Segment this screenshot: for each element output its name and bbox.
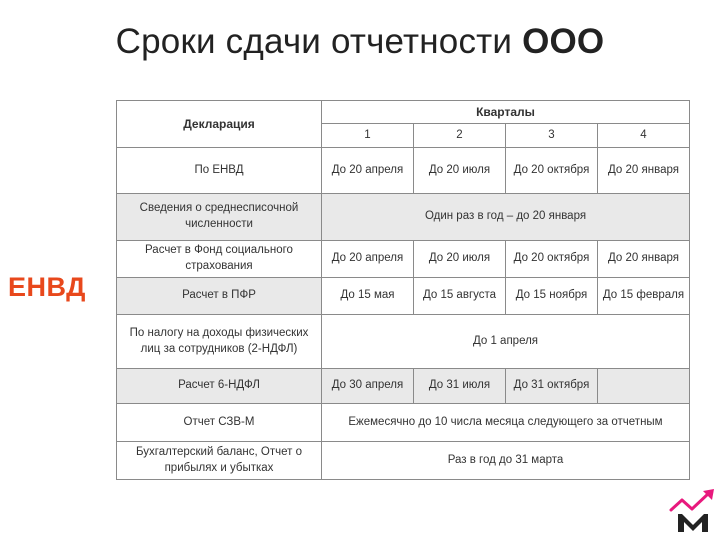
quarter-2-header: 2 xyxy=(414,124,506,148)
header-quarters: Кварталы xyxy=(322,101,690,124)
deadline-cell: До 20 июля xyxy=(414,148,506,194)
reporting-deadlines-table xyxy=(116,100,690,480)
header-declaration: Декларация xyxy=(117,101,322,148)
title-main: Сроки сдачи отчетности xyxy=(115,22,513,61)
envd-side-label: ЕНВД xyxy=(8,272,86,302)
deadline-cell xyxy=(598,369,690,404)
deadline-cell: До 20 января xyxy=(598,148,690,194)
row-label: Бухгалтерский баланс, Отчет о прибылях и убытках xyxy=(117,442,322,480)
growth-arrow-m-logo-icon xyxy=(668,488,718,534)
quarter-1-header: 1 xyxy=(322,124,414,148)
row-label: Сведения о среднесписочной численности xyxy=(117,194,322,241)
table-row xyxy=(117,278,690,315)
table-row xyxy=(117,442,690,480)
row-label: По ЕНВД xyxy=(117,148,322,194)
table-row xyxy=(117,369,690,404)
row-label: Расчет в ПФР xyxy=(117,278,322,315)
merged-deadline-cell: До 1 апреля xyxy=(322,315,690,369)
deadline-cell: До 31 июля xyxy=(414,369,506,404)
quarter-4-header: 4 xyxy=(598,124,690,148)
deadline-cell: До 15 ноября xyxy=(506,278,598,315)
deadline-cell: До 20 октября xyxy=(506,241,598,278)
deadline-cell: До 20 июля xyxy=(414,241,506,278)
deadline-cell: До 30 апреля xyxy=(322,369,414,404)
logo-letter-m xyxy=(678,514,708,532)
deadline-cell: До 20 апреля xyxy=(322,241,414,278)
row-label: По налогу на доходы физических лиц за сотрудников (2-НДФЛ) xyxy=(117,315,322,369)
table-row xyxy=(117,148,690,194)
table-row xyxy=(117,241,690,278)
row-label: Отчет СЗВ-М xyxy=(117,404,322,442)
row-label: Расчет в Фонд социального страхования xyxy=(117,241,322,278)
merged-deadline-cell: Один раз в год – до 20 января xyxy=(322,194,690,241)
merged-deadline-cell: Раз в год до 31 марта xyxy=(322,442,690,480)
merged-deadline-cell: Ежемесячно до 10 числа месяца следующего за отчетным xyxy=(322,404,690,442)
page-title xyxy=(0,22,720,62)
deadline-cell: До 31 октября xyxy=(506,369,598,404)
deadline-cell: До 15 февраля xyxy=(598,278,690,315)
deadline-cell: До 20 октября xyxy=(506,148,598,194)
title-bold: ООО xyxy=(522,22,605,61)
deadline-cell: До 15 мая xyxy=(322,278,414,315)
deadline-cell: До 15 августа xyxy=(414,278,506,315)
table-row xyxy=(117,315,690,369)
deadline-cell: До 20 января xyxy=(598,241,690,278)
row-label: Расчет 6-НДФЛ xyxy=(117,369,322,404)
quarter-3-header: 3 xyxy=(506,124,598,148)
logo-arrow xyxy=(671,493,709,510)
deadline-cell: До 20 апреля xyxy=(322,148,414,194)
table-row xyxy=(117,194,690,241)
table-row xyxy=(117,404,690,442)
